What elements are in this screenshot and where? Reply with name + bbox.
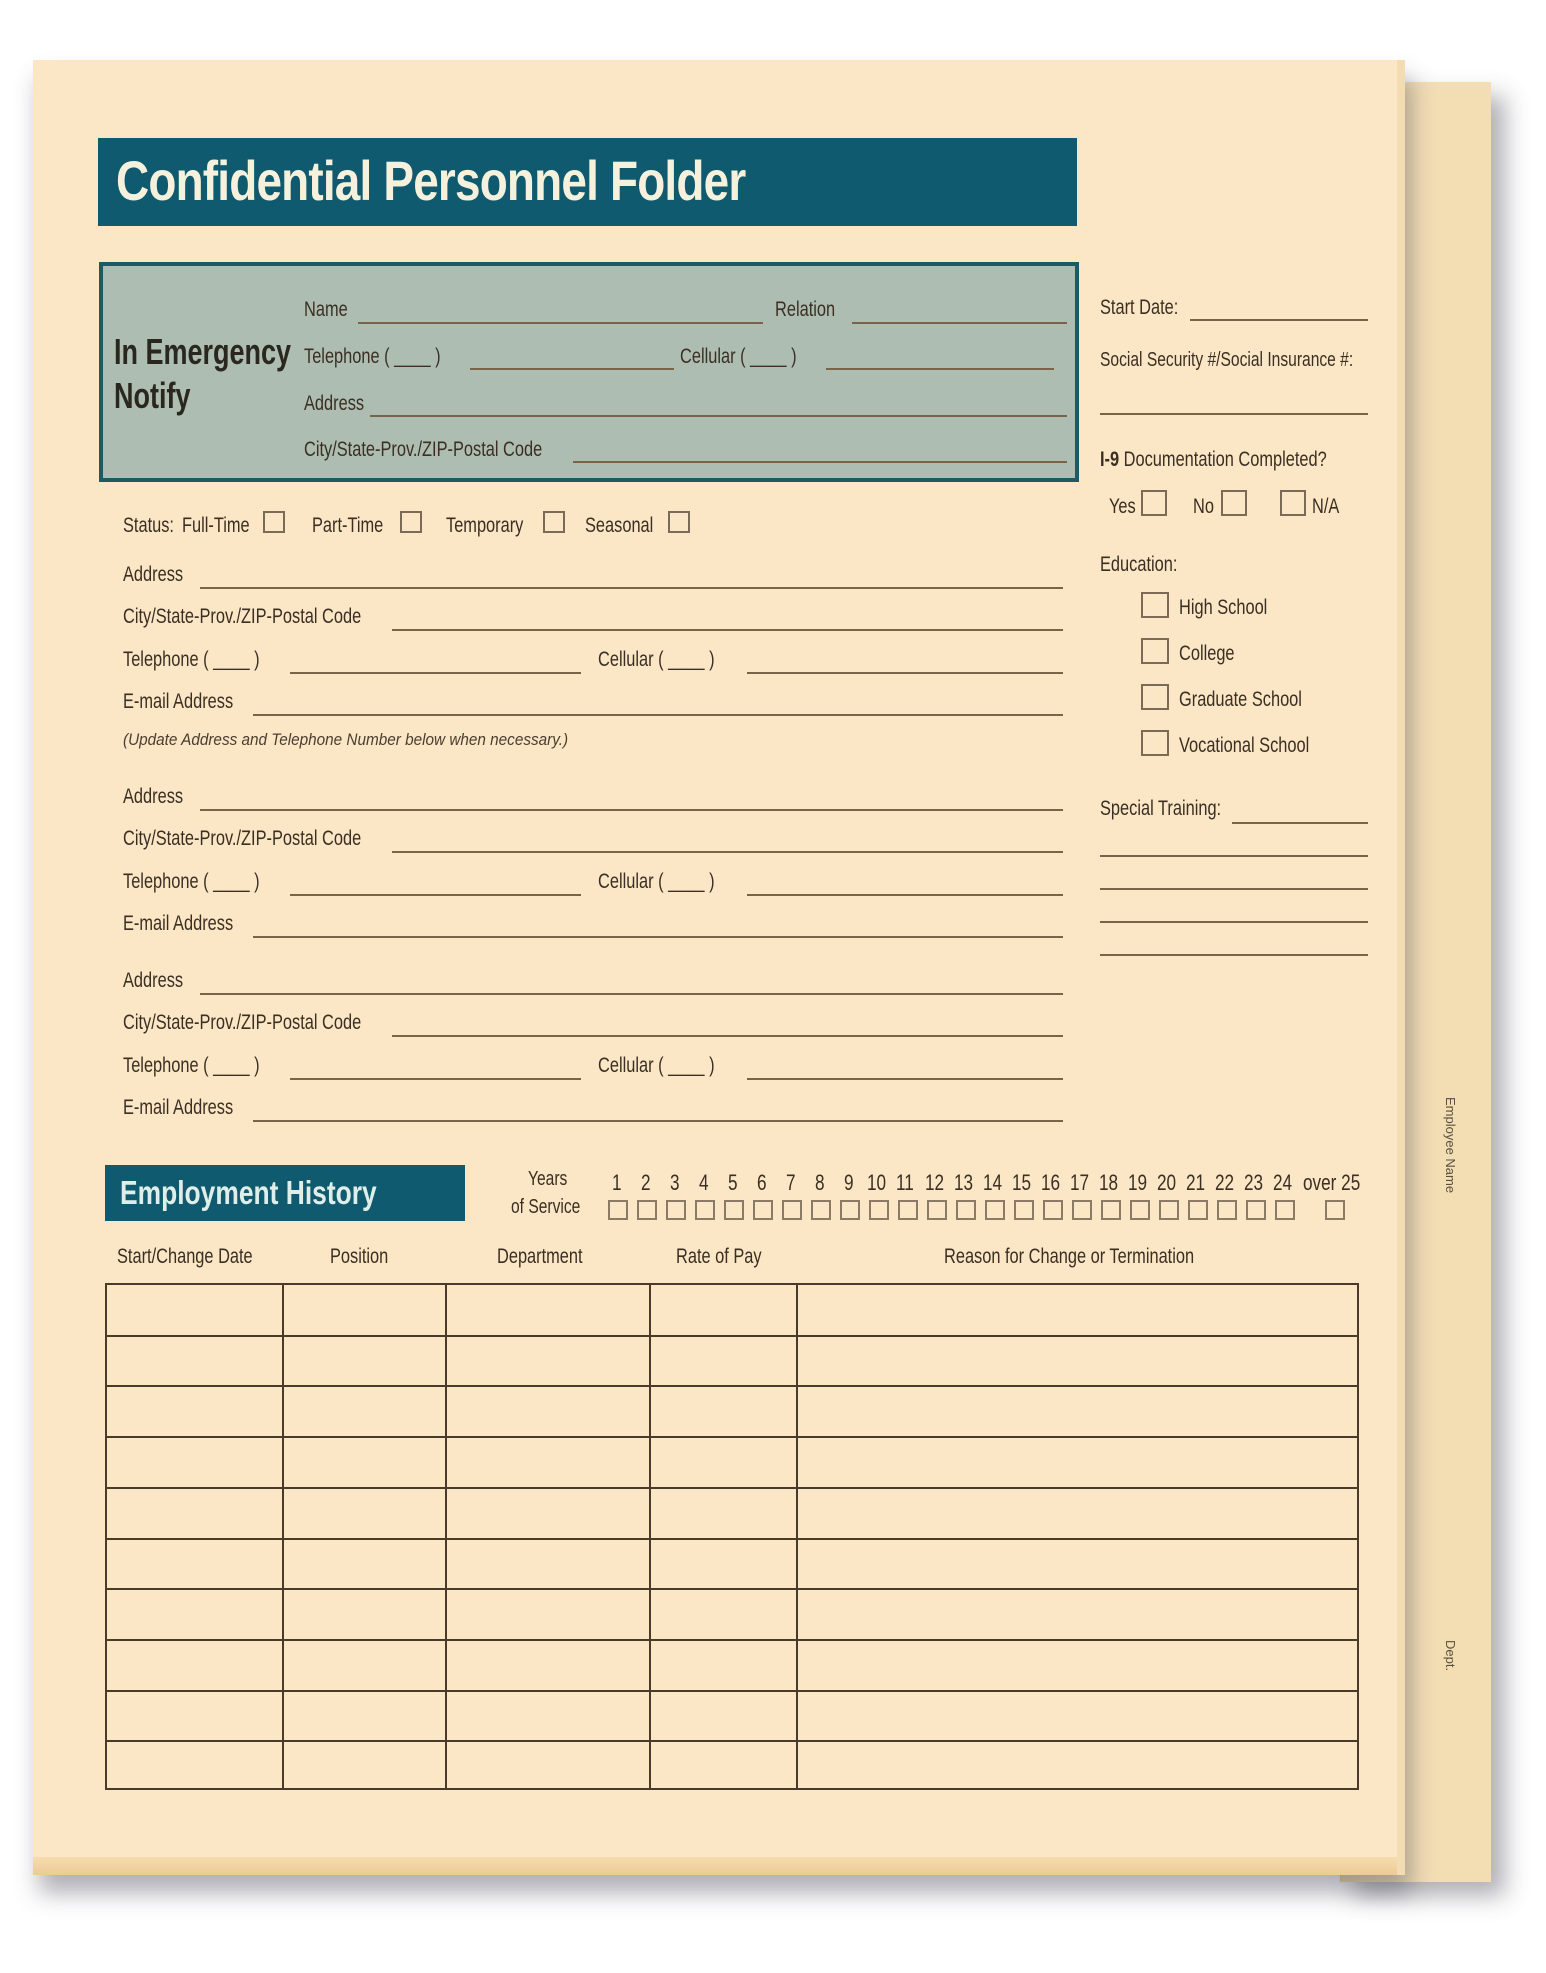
year-label: 4 [699, 1170, 709, 1195]
of-service-label: of Service [511, 1196, 581, 1218]
address-label: Address [123, 785, 184, 808]
column-header-rate-of-pay: Rate of Pay [676, 1245, 762, 1268]
telephone-label: Telephone ( ____ ) [123, 1054, 260, 1077]
education-label: Education: [1100, 553, 1178, 576]
table-column-divider [445, 1285, 447, 1788]
i9-no-checkbox[interactable] [1221, 490, 1247, 516]
year-label: 19 [1128, 1170, 1148, 1195]
tab-label-dept: Dept. [1443, 1640, 1458, 1672]
year-label: 24 [1273, 1170, 1293, 1195]
column-header-start-date: Start/Change Date [117, 1245, 253, 1268]
address-field-2[interactable] [200, 809, 1063, 811]
employment-history-title: Employment History [120, 1174, 377, 1211]
email-label: E-mail Address [123, 1096, 234, 1119]
telephone-field-2[interactable] [290, 894, 581, 896]
year-label: 8 [815, 1170, 825, 1195]
table-row-divider [107, 1690, 1357, 1692]
year-label: 12 [925, 1170, 945, 1195]
address-label: Address [123, 969, 184, 992]
i9-label-bold: I-9 [1100, 448, 1120, 471]
year-label: 11 [896, 1170, 914, 1195]
emergency-heading-line2: Notify [114, 375, 191, 416]
special-training-field-4[interactable] [1100, 921, 1368, 923]
email-label: E-mail Address [123, 912, 234, 935]
special-training-label: Special Training: [1100, 797, 1222, 820]
tab-label-employee-name: Employee Name [1443, 1097, 1458, 1194]
year-label: 3 [670, 1170, 680, 1195]
column-header-department: Department [497, 1245, 583, 1268]
special-training-field-5[interactable] [1100, 954, 1368, 956]
year-checkbox[interactable] [782, 1200, 802, 1220]
year-checkbox[interactable] [956, 1200, 976, 1220]
year-label: 9 [844, 1170, 854, 1195]
address-label: Address [123, 563, 184, 586]
email-field-1[interactable] [253, 714, 1063, 716]
special-training-field-1[interactable] [1232, 822, 1368, 824]
table-row-divider [107, 1436, 1357, 1438]
emergency-cellular-field[interactable] [826, 368, 1054, 370]
page-title: Confidential Personnel Folder [116, 149, 746, 212]
special-training-field-2[interactable] [1100, 855, 1368, 857]
status-option-part-time-label: Part-Time [312, 514, 384, 537]
year-label: 15 [1012, 1170, 1032, 1195]
i9-label [1100, 448, 1327, 472]
year-checkbox[interactable] [1043, 1200, 1063, 1220]
year-label: 17 [1070, 1170, 1090, 1195]
start-date-label: Start Date: [1100, 296, 1179, 319]
city-field-1[interactable] [392, 629, 1063, 631]
year-label: 6 [757, 1170, 767, 1195]
cellular-field-3[interactable] [747, 1078, 1063, 1080]
year-checkbox[interactable] [1188, 1200, 1208, 1220]
education-high-school-label: High School [1179, 596, 1268, 619]
email-label: E-mail Address [123, 690, 234, 713]
education-graduate-school-checkbox[interactable] [1141, 684, 1169, 710]
year-label: 13 [954, 1170, 974, 1195]
year-checkbox[interactable] [1275, 1200, 1295, 1220]
year-checkbox[interactable] [840, 1200, 860, 1220]
column-header-position: Position [330, 1245, 389, 1268]
status-option-temporary-label: Temporary [446, 514, 524, 537]
city-field-3[interactable] [392, 1035, 1063, 1037]
telephone-field-3[interactable] [290, 1078, 581, 1080]
emergency-address-label: Address [304, 392, 365, 415]
education-graduate-school-label: Graduate School [1179, 688, 1302, 711]
year-checkbox[interactable] [927, 1200, 947, 1220]
year-label: 7 [786, 1170, 796, 1195]
year-checkbox[interactable] [1072, 1200, 1092, 1220]
i9-yes-checkbox[interactable] [1141, 490, 1167, 516]
year-checkbox[interactable] [1014, 1200, 1034, 1220]
year-checkbox[interactable] [985, 1200, 1005, 1220]
status-seasonal-checkbox[interactable] [668, 511, 690, 533]
i9-na-label: N/A [1312, 495, 1340, 518]
city-field-2[interactable] [392, 851, 1063, 853]
status-label: Status: [123, 514, 174, 537]
year-checkbox[interactable] [869, 1200, 889, 1220]
status-part-time-checkbox[interactable] [400, 511, 422, 533]
year-label: 2 [641, 1170, 651, 1195]
table-column-divider [796, 1285, 798, 1788]
emergency-relation-label: Relation [775, 298, 836, 321]
year-checkbox[interactable] [1246, 1200, 1266, 1220]
cellular-field-1[interactable] [747, 672, 1063, 674]
emergency-relation-field[interactable] [852, 322, 1067, 324]
year-label: 5 [728, 1170, 738, 1195]
emergency-name-field[interactable] [358, 322, 763, 324]
education-college-checkbox[interactable] [1141, 638, 1169, 664]
status-full-time-checkbox[interactable] [263, 511, 285, 533]
city-label: City/State-Prov./ZIP-Postal Code [123, 605, 362, 628]
year-label: 18 [1099, 1170, 1119, 1195]
table-row-divider [107, 1335, 1357, 1337]
telephone-label: Telephone ( ____ ) [123, 870, 260, 893]
year-checkbox[interactable] [1130, 1200, 1150, 1220]
year-checkbox[interactable] [724, 1200, 744, 1220]
column-header-reason: Reason for Change or Termination [944, 1245, 1195, 1268]
i9-no-label: No [1193, 495, 1214, 518]
table-column-divider [649, 1285, 651, 1788]
table-row-divider [107, 1385, 1357, 1387]
special-training-field-3[interactable] [1100, 888, 1368, 890]
year-checkbox[interactable] [753, 1200, 773, 1220]
table-row-divider [107, 1487, 1357, 1489]
year-label: 22 [1215, 1170, 1235, 1195]
years-label: Years [528, 1168, 568, 1190]
emergency-telephone-label: Telephone ( ____ ) [304, 345, 441, 368]
table-row-divider [107, 1538, 1357, 1540]
start-date-field[interactable] [1190, 319, 1368, 321]
cellular-label: Cellular ( ____ ) [598, 870, 715, 893]
city-label: City/State-Prov./ZIP-Postal Code [123, 827, 362, 850]
telephone-field-1[interactable] [290, 672, 581, 674]
year-checkbox[interactable] [811, 1200, 831, 1220]
year-checkbox[interactable] [608, 1200, 628, 1220]
cellular-label: Cellular ( ____ ) [598, 1054, 715, 1077]
status-temporary-checkbox[interactable] [543, 511, 565, 533]
emergency-heading [114, 330, 291, 418]
year-checkbox[interactable] [1217, 1200, 1237, 1220]
i9-na-checkbox[interactable] [1280, 490, 1306, 516]
year-checkbox[interactable] [637, 1200, 657, 1220]
employment-history-table [105, 1283, 1359, 1790]
year-label: 23 [1244, 1170, 1264, 1195]
year-checkbox[interactable] [666, 1200, 686, 1220]
education-college-label: College [1179, 642, 1235, 665]
emergency-city-label: City/State-Prov./ZIP-Postal Code [304, 438, 543, 461]
address-field-1[interactable] [200, 587, 1063, 589]
ssn-field[interactable] [1100, 413, 1368, 415]
year-checkbox[interactable] [1101, 1200, 1121, 1220]
emergency-telephone-field[interactable] [470, 368, 674, 370]
emergency-address-field[interactable] [370, 415, 1067, 417]
year-label: 16 [1041, 1170, 1061, 1195]
table-row-divider [107, 1740, 1357, 1742]
year-label: over 25 [1303, 1170, 1361, 1195]
city-label: City/State-Prov./ZIP-Postal Code [123, 1011, 362, 1034]
education-vocational-school-checkbox[interactable] [1141, 730, 1169, 756]
address-field-3[interactable] [200, 993, 1063, 995]
emergency-name-label: Name [304, 298, 348, 321]
ssn-label: Social Security #/Social Insurance #: [1100, 349, 1354, 371]
emergency-city-field[interactable] [573, 461, 1067, 463]
status-option-full-time-label: Full-Time [182, 514, 250, 537]
telephone-label: Telephone ( ____ ) [123, 648, 260, 671]
emergency-heading-line1: In Emergency [114, 331, 292, 372]
cellular-label: Cellular ( ____ ) [598, 648, 715, 671]
year-checkbox[interactable] [1325, 1200, 1345, 1220]
table-row-divider [107, 1639, 1357, 1641]
cellular-field-2[interactable] [747, 894, 1063, 896]
education-vocational-school-label: Vocational School [1179, 734, 1310, 757]
table-column-divider [282, 1285, 284, 1788]
emergency-cellular-label: Cellular ( ____ ) [680, 345, 797, 368]
year-label: 21 [1186, 1170, 1206, 1195]
year-label: 20 [1157, 1170, 1177, 1195]
email-field-3[interactable] [253, 1120, 1063, 1122]
table-row-divider [107, 1588, 1357, 1590]
year-checkbox[interactable] [898, 1200, 918, 1220]
i9-label-text: Documentation Completed? [1123, 448, 1327, 471]
year-label: 1 [612, 1170, 622, 1195]
status-option-seasonal-label: Seasonal [585, 514, 654, 537]
year-checkbox[interactable] [1159, 1200, 1179, 1220]
year-label: 14 [983, 1170, 1003, 1195]
i9-yes-label: Yes [1109, 495, 1136, 518]
education-high-school-checkbox[interactable] [1141, 592, 1169, 618]
update-note: (Update Address and Telephone Number below when necessary.) [123, 730, 569, 749]
email-field-2[interactable] [253, 936, 1063, 938]
year-label: 10 [867, 1170, 887, 1195]
year-checkbox[interactable] [695, 1200, 715, 1220]
